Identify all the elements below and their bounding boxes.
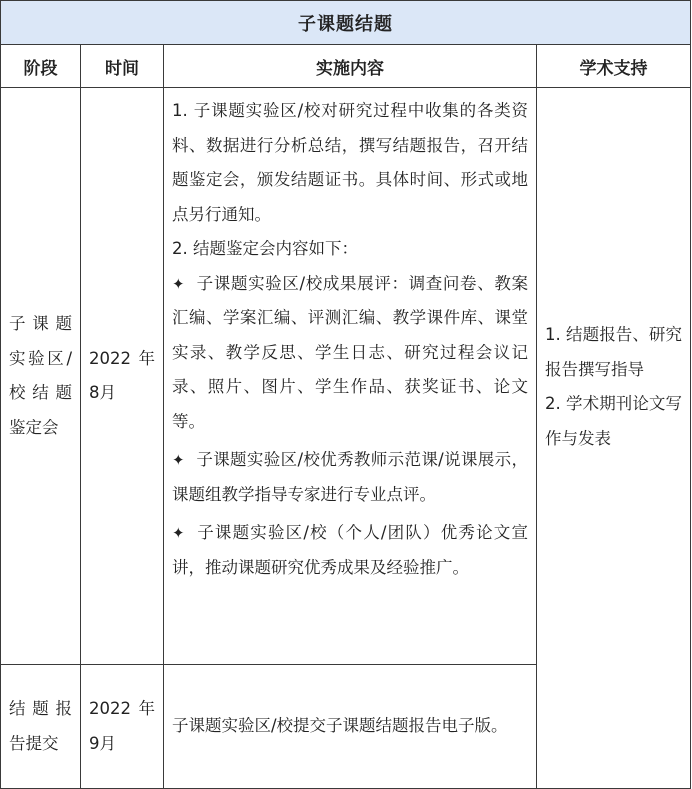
bullet-text: 子课题实验区/校优秀教师示范课/说课展示，课题组教学指导专家进行专业点评。 [172, 450, 528, 504]
content-cell [164, 665, 537, 789]
header-content: 实施内容 [164, 45, 537, 88]
time-cell: 2022 年 9月 [81, 665, 164, 789]
stage-cell: 子课题实验区/校结题鉴定会 [1, 88, 81, 665]
content-bullet-item [172, 516, 528, 585]
support-item: 1. 结题报告、研究报告撰写指导 [545, 325, 682, 379]
bullet-text: 子课题实验区/校成果展评：调查问卷、教案汇编、学案汇编、评测汇编、教学课件库、课堂实录、教学反思、学生日志、研究过程会议记录、照片、图片、学生作品、获奖证书、论文等。 [172, 273, 528, 431]
star-bullet-icon: ✦ [172, 451, 185, 469]
support-item: 2. 学术期刊论文写作与发表 [545, 394, 682, 448]
content-paragraph: 1. 子课题实验区/校对研究过程中收集的各类资料、数据进行分析总结，撰写结题报告，召开结题鉴定会，颁发结题证书。具体时间、形式或地点另行通知。 [172, 101, 528, 224]
bullet-text: 子课题实验区/校（个人/团队）优秀论文宣讲，推动课题研究优秀成果及经验推广。 [172, 523, 528, 577]
content-cell [164, 88, 537, 665]
stage-cell: 结题报告提交 [1, 665, 81, 789]
time-cell: 2022 年 8月 [81, 88, 164, 665]
support-cell [537, 88, 691, 789]
table-title: 子课题结题 [1, 1, 691, 45]
star-bullet-icon: ✦ [172, 524, 185, 542]
content-bullet-item [172, 443, 528, 512]
header-time: 时间 [81, 45, 164, 88]
content-paragraph: 子课题实验区/校提交子课题结题报告电子版。 [172, 716, 508, 736]
header-support: 学术支持 [537, 45, 691, 88]
header-stage: 阶段 [1, 45, 81, 88]
star-bullet-icon: ✦ [172, 274, 185, 293]
table-row [1, 88, 691, 665]
content-bullet-item [172, 267, 528, 440]
content-paragraph: 2. 结题鉴定会内容如下： [172, 239, 358, 258]
